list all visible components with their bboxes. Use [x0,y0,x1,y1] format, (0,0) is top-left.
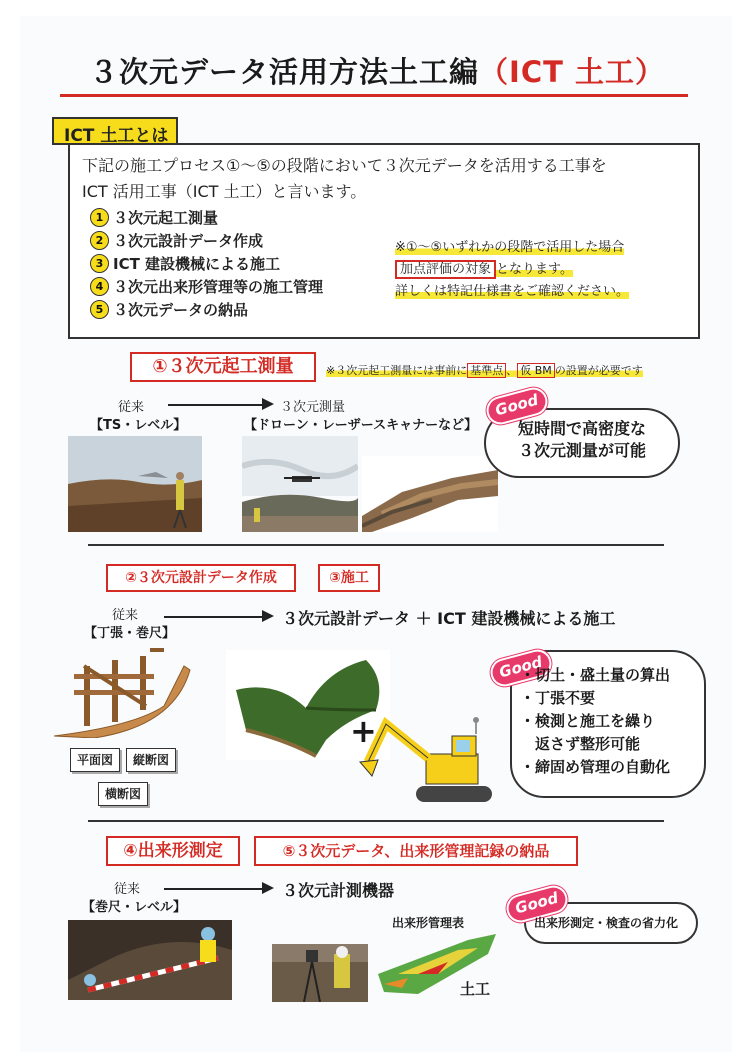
step-number-badge: 2 [90,231,109,250]
cross-section-card: 横断図 [98,782,148,806]
s1-good-badge: Good [483,384,550,427]
profile-drawing-card: 縦断図 [126,748,176,772]
note-line-2: となります。 [496,262,573,277]
3d-measuring-photo [272,944,368,1002]
step-number-badge: 3 [90,254,109,273]
process-steps-list [90,206,323,321]
s2-benefit-item: ・切土・盛土量の算出 [520,666,671,684]
s1-arrow-head [262,398,274,410]
intro-line-2: ICT 活用工事（ICT 土工）と言います。 [82,182,367,201]
tape-measure-photo [68,920,232,1000]
section3-label-a: ④出来形測定 [106,836,240,866]
s3-good-badge: Good [503,882,570,925]
step-number-badge: 1 [90,208,109,227]
step-label: ３次元起工測量 [113,209,219,227]
section1-note-box2: 仮 BM [517,363,555,378]
s1-after-sub: 【ドローン・レーザースキャナーなど】 [244,418,478,433]
section1-label: ①３次元起工測量 [130,352,316,382]
drone-photo [242,436,358,532]
process-step [90,229,323,252]
step-label: ３次元データの納品 [113,301,249,319]
ict-tab-label: ICT 土工とは [52,117,178,145]
section1-note-prefix: ※３次元起工測量には事前に [326,364,468,377]
s3-bubble-text: 出来形測定・検査の省力化 [534,916,679,930]
s1-arrow-line [168,404,264,406]
page-title [62,50,692,91]
section1-note-box1: 基準点 [467,363,506,378]
s1-after-label: ３次元測量 [280,400,346,415]
note-boxed-text: 加点評価の対象 [395,260,496,279]
s3-arrow-line [164,888,264,890]
section2-label-b: ③施工 [318,564,380,592]
section-divider-1 [88,544,664,546]
s2-before-sub: 【丁張・巻尺】 [84,626,176,641]
s2-arrow-head [262,610,274,622]
plus-sign: + [350,712,377,750]
step-label: ３次元出来形管理等の施工管理 [113,278,324,296]
s1-bubble-text [502,418,662,462]
process-step [90,206,323,229]
bonus-note [395,237,629,303]
batter-board-illustration [54,646,204,738]
step-number-badge: 5 [90,300,109,319]
section-divider-2 [88,820,664,822]
s2-benefit-item: 返さず整形可能 [520,735,641,753]
s2-arrow-line [164,616,264,618]
step-number-badge: 4 [90,277,109,296]
s1-bubble-line1: 短時間で高密度な [517,419,646,438]
process-step [90,275,323,298]
s1-before-sub: 【TS・レベル】 [90,418,187,433]
s3-after-label: ３次元計測機器 [282,881,395,900]
s2-benefits-list [520,664,670,779]
step-label: ICT 建設機械による施工 [113,255,281,273]
ts-survey-photo [68,436,202,532]
intro-text [82,153,692,205]
s2-good-badge: Good [487,646,554,689]
step-label: ３次元設計データ作成 [113,232,264,250]
section1-note-sep: 、 [506,364,518,377]
s1-before-label: 従来 [118,400,145,415]
doboku-label: 土工 [460,980,491,998]
s1-bubble-line2: ３次元測量が可能 [517,441,646,460]
s2-before-label: 従来 [112,608,139,623]
plan-drawing-card: 平面図 [70,748,120,772]
point-cloud-photo [362,456,498,532]
section1-note-suffix: の設置が必要です [554,364,643,377]
s2-benefit-item: ・検測と施工を繰り [520,712,656,730]
title-underline [60,94,688,97]
intro-line-1: 下記の施工プロセス①～⑤の段階において３次元データを活用する工事を [82,156,607,175]
excavator-illustration [356,714,496,806]
title-paren: （ICT 土工） [479,55,665,89]
process-step [90,298,323,321]
section2-label-a: ②３次元設計データ作成 [106,564,296,592]
title-main: ３次元データ活用方法土工編 [89,55,480,89]
s3-arrow-head [262,882,274,894]
process-step [90,252,323,275]
s2-after-label: ３次元設計データ ＋ ICT 建設機械による施工 [282,609,616,628]
section3-label-b: ⑤３次元データ、出来形管理記録の納品 [254,836,578,866]
section1-note [326,362,643,378]
s3-before-sub: 【巻尺・レベル】 [82,900,187,915]
as-built-chart-label: 出来形管理表 [392,916,465,930]
note-line-3: 詳しくは特記仕様書をご確認ください。 [395,284,630,299]
s2-benefit-item: ・締固め管理の自動化 [520,758,671,776]
s3-before-label: 従来 [114,882,141,897]
note-line-1: ※①～⑤いずれかの段階で活用した場合 [395,240,625,255]
s2-benefit-item: ・丁張不要 [520,689,596,707]
